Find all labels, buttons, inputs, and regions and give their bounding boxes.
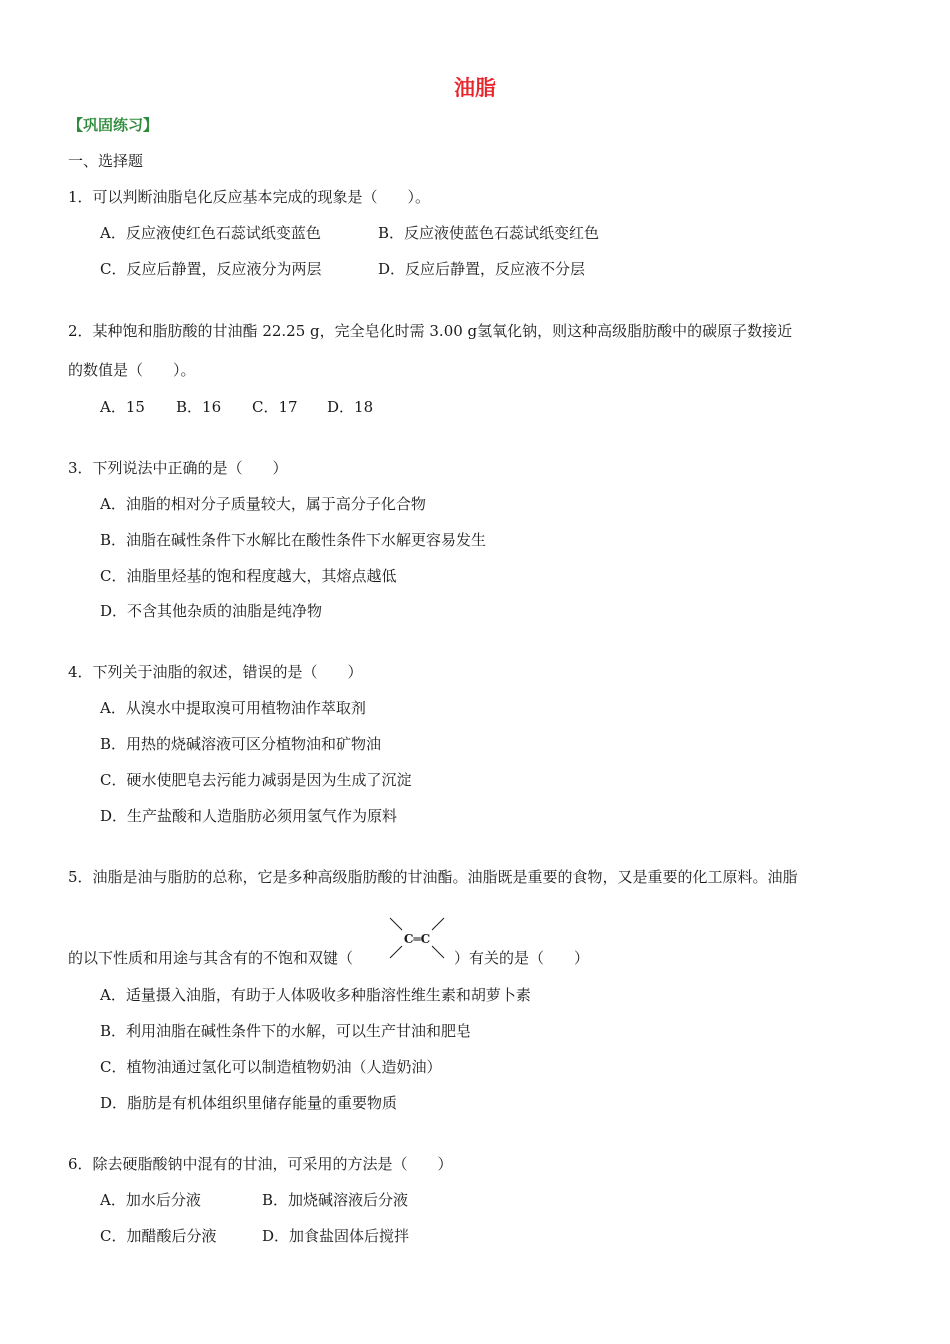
question-5-stem-line-2: 的以下性质和用途与其含有的不饱和双键（ [68, 949, 354, 967]
question-6-option-b: B．加烧碱溶液后分液 [262, 1191, 409, 1209]
double-bond-label: C═C [403, 932, 431, 946]
question-5-option-b: B．利用油脂在碱性条件下的水解，可以生产甘油和肥皂 [100, 1022, 472, 1040]
question-4-option-c: C．硬水使肥皂去污能力减弱是因为生成了沉淀 [100, 771, 412, 789]
question-2-option-a: A．15 [100, 398, 145, 416]
question-1-option-d: D．反应后静置，反应液不分层 [378, 260, 586, 278]
question-5-option-d: D．脂肪是有机体组织里储存能量的重要物质 [100, 1094, 398, 1112]
question-6-option-c: C．加醋酸后分液 [100, 1227, 217, 1245]
question-6-stem: 6．除去硬脂酸钠中混有的甘油，可采用的方法是（ ） [68, 1155, 453, 1173]
double-bond-structure-icon [382, 912, 452, 960]
question-6-option-a: A．加水后分液 [100, 1191, 201, 1209]
section-header: 【巩固练习】 [68, 116, 159, 134]
question-3-stem: 3．下列说法中正确的是（ ） [68, 459, 288, 477]
question-1-option-b: B．反应液使蓝色石蕊试纸变红色 [378, 224, 600, 242]
question-4-stem: 4．下列关于油脂的叙述，错误的是（ ） [68, 663, 363, 681]
question-1-stem: 1．可以判断油脂皂化反应基本完成的现象是（ ）。 [68, 188, 431, 206]
question-2-stem-line-2: 的数值是（ ）。 [68, 361, 196, 379]
question-2-option-d: D．18 [327, 398, 374, 416]
page-title: 油脂 [454, 76, 496, 100]
question-2-stem-line-1: 2．某种饱和脂肪酸的甘油酯 22.25 g，完全皂化时需 3.00 g氢氧化钠，则这种高级脂肪酸中的碳原子数接近 [68, 322, 793, 340]
question-3-option-c: C．油脂里烃基的饱和程度越大，其熔点越低 [100, 567, 397, 585]
question-1-option-c: C．反应后静置，反应液分为两层 [100, 260, 322, 278]
question-5-option-a: A．适量摄入油脂，有助于人体吸收多种脂溶性维生素和胡萝卜素 [100, 986, 531, 1004]
question-4-option-b: B．用热的烧碱溶液可区分植物油和矿物油 [100, 735, 382, 753]
question-2-option-c: C．17 [252, 398, 298, 416]
question-3-option-d: D．不含其他杂质的油脂是纯净物 [100, 602, 323, 620]
question-5-option-c: C．植物油通过氢化可以制造植物奶油（人造奶油） [100, 1058, 442, 1076]
question-4-option-d: D．生产盐酸和人造脂肪必须用氢气作为原料 [100, 807, 398, 825]
question-3-option-a: A．油脂的相对分子质量较大，属于高分子化合物 [100, 495, 426, 513]
question-1-option-a: A．反应液使红色石蕊试纸变蓝色 [100, 224, 321, 242]
part-heading: 一、选择题 [68, 152, 144, 170]
question-3-option-b: B．油脂在碱性条件下水解比在酸性条件下水解更容易发生 [100, 531, 487, 549]
question-2-option-b: B．16 [176, 398, 222, 416]
question-6-option-d: D．加食盐固体后搅拌 [262, 1227, 410, 1245]
question-4-option-a: A．从溴水中提取溴可用植物油作萃取剂 [100, 699, 366, 717]
question-5-stem-line-1: 5．油脂是油与脂肪的总称，它是多种高级脂肪酸的甘油酯。油脂既是重要的食物，又是重要的化工原料。油脂 [68, 868, 798, 886]
question-5-stem-line-2-end: ）有关的是（ ） [454, 949, 590, 967]
